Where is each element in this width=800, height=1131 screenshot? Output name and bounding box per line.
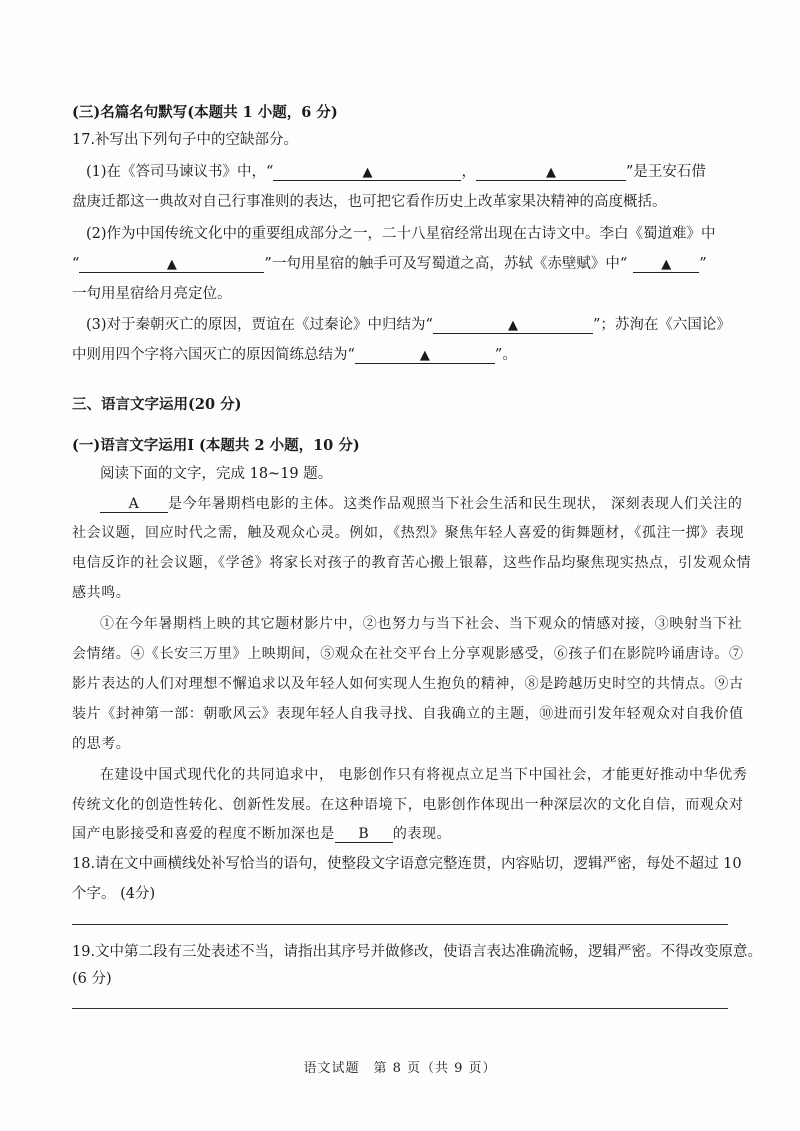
- para1-line3: 电信反诈的社会议题，《学爸》将家长对孩子的教育苦心搬上银幕，这些作品均聚焦现实热点，引发观众情: [72, 555, 752, 571]
- q18-line2: 个字。 (4分): [72, 886, 156, 902]
- q18-answer-line[interactable]: [72, 924, 728, 925]
- blank-marker-icon: ▲: [166, 257, 177, 272]
- section-3-header: (三)名篇名句默写(本题共 1 小题，6 分): [72, 104, 338, 121]
- para1-line2: 社会议题，回应时代之需，触及观众心灵。例如，《热烈》聚焦年轻人喜爱的街舞题材，《孤注一掷》表现: [72, 525, 745, 541]
- para2-line4: 装片《封神第一部：朝歌风云》表现年轻人自我寻找、自我确立的主题，⑩进而引发年轻观众对自我价值: [72, 706, 744, 722]
- para2-line1: ①在今年暑期档上映的其它题材影片中，②也努力与当下社会、当下观众的情感对接，③映射当下社: [100, 616, 743, 632]
- answer-blank[interactable]: [79, 257, 264, 273]
- para2-line5: 的思考。: [72, 736, 131, 752]
- para3-line1: 在建设中国式现代化的共同追求中， 电影创作只有将视点立足当下中国社会，才能更好推动中华优秀: [100, 767, 748, 783]
- reading-intro: 阅读下面的文字，完成 18~19 题。: [100, 466, 333, 482]
- blank-marker-icon: ▲: [419, 348, 430, 363]
- answer-blank[interactable]: [633, 257, 699, 273]
- answer-blank[interactable]: [433, 318, 593, 334]
- blank-a[interactable]: A: [100, 497, 168, 513]
- q19-answer-line[interactable]: [72, 1008, 728, 1009]
- q18-line1: 18.请在文中画横线处补写恰当的语句，使整段文字语意完整连贯，内容贴切，逻辑严密，每处不超过 10: [72, 856, 742, 872]
- subsection-1-header: (一)语言文字运用Ⅰ (本题共 2 小题，10 分): [72, 437, 360, 454]
- q17-part2-line1: (2)作为中国传统文化中的重要组成部分之一，二十八星宿经常出现在古诗文中。李白《蜀道难》中: [86, 226, 716, 242]
- para2-line2: 会情绪。④《长安三万里》上映期间，⑤观众在社交平台上分享观影感受，⑥孩子们在影院吟诵唐诗。⑦: [72, 646, 744, 662]
- para1-line1: A 是今年暑期档电影的主体。这类作品观照当下社会生活和民生现状， 深刻表现人们关注的: [100, 493, 742, 513]
- part-3-header: 三、语言文字运用(20 分): [72, 396, 242, 413]
- blank-marker-icon: ▲: [362, 165, 373, 180]
- para2-line3: 影片表达的人们对理想不懈追求以及年轻人如何实现人生抱负的精神，⑧是跨越历史时空的共情点。⑨古: [72, 676, 744, 692]
- q17-stem: 17.补写出下列句子中的空缺部分。: [72, 132, 299, 148]
- para1-line4: 感共鸣。: [72, 585, 131, 601]
- q19-line2: (6 分): [72, 971, 112, 987]
- q17-part2-line2: “ ▲ ”一句用星宿的触手可及写蜀道之高，苏轼《赤壁赋》中“ ▲ ”: [72, 256, 707, 272]
- q17-part2-line3: 一句用星宿给月亮定位。: [72, 286, 232, 302]
- blank-marker-icon: ▲: [545, 165, 556, 180]
- blank-b[interactable]: B: [335, 827, 393, 843]
- blank-marker-icon: ▲: [661, 257, 672, 272]
- q17-part1-line1: (1)在《答司马谏议书》中，“ ▲ ， ▲ ”是王安石借: [86, 164, 706, 180]
- page-footer: 语文试题 第 8 页（共 9 页）: [303, 1061, 497, 1076]
- answer-blank[interactable]: [355, 348, 495, 364]
- q17-part3-line1: (3)对于秦朝灭亡的原因，贾谊在《过秦论》中归结为“ ▲ ”；苏洵在《六国论》: [86, 317, 731, 333]
- para3-line2: 传统文化的创造性转化、创新性发展。在这种语境下，电影创作体现出一种深层次的文化自信，而观众对: [72, 797, 744, 813]
- blank-marker-icon: ▲: [507, 318, 518, 333]
- para3-line3: 国产电影接受和喜爱的程度不断加深也是 B 的表现。: [72, 826, 452, 842]
- q17-part1-line2: 盘庚迁都这一典故对自己行事准则的表达，也可把它看作历史上改革家果决精神的高度概括。: [72, 194, 667, 210]
- answer-blank[interactable]: [273, 165, 461, 181]
- q19-line1: 19.文中第二段有三处表述不当，请指出其序号并做修改，使语言表达准确流畅，逻辑严密。不得改变原意。: [72, 944, 763, 960]
- q17-part3-line2: 中则用四个字将六国灭亡的原因简练总结为“ ▲ ”。: [72, 347, 517, 363]
- answer-blank[interactable]: [476, 165, 626, 181]
